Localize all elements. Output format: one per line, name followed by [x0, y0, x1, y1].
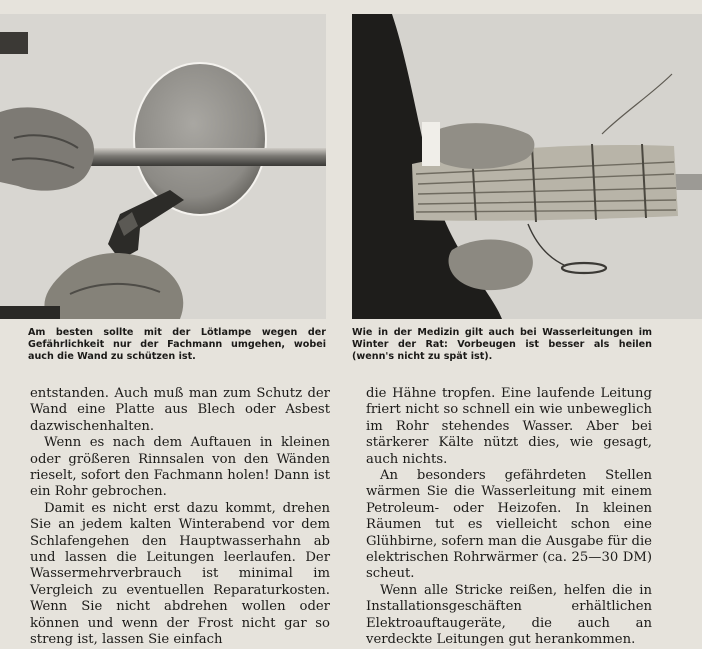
background-pipe [672, 174, 702, 190]
photo-caption-left: Am besten sollte mit der Lötlampe wegen der Gefährlichkeit nur der Fachmann umgehen, wobei auch die Wand zu schützen ist. [28, 327, 326, 362]
shield-disc [134, 63, 266, 215]
paragraph: entstanden. Auch muß man zum Schutz der Wand eine Platte aus Blech oder Asbest dazwischenhalten. [30, 386, 330, 434]
photo-caption-right: Wie in der Medizin gilt auch bei Wasserleitungen im Winter der Rat: Vorbeugen ist besser als heilen (wenn's nicht zu spät ist). [352, 327, 652, 362]
paragraph: An besonders gefährdeten Stellen wärmen Sie die Wasserleitung mit einem Petroleum- oder Heizofen. In kleinen Räumen tut es vielleicht schon eine Glühbirne, sofern man die Ausgabe für die elektrischen Rohrwärmer (ca. 25—30 DM) scheut. [366, 468, 652, 582]
photo-straw-insulation [352, 14, 702, 319]
photo-blowtorch [0, 14, 326, 319]
pipe [70, 148, 326, 166]
paragraph: Damit es nicht erst dazu kommt, drehen Sie an jedem kalten Winterabend vor dem Schlafengehen den Hauptwasserhahn ab und lassen die Leitungen leerlaufen. Der Wassermehrverbrauch ist minimal im Vergleich zu eventuellen Reparaturkosten. Wenn Sie nicht abdrehen wollen oder können und wenn der Frost nicht gar so streng ist, lassen Sie einfach [30, 500, 330, 648]
paragraph: Wenn alle Stricke reißen, helfen die in Installationsgeschäften erhältlichen Elektroauftaugeräte, die auch an verdeckte Leitungen gut herankommen. [366, 582, 652, 648]
paragraph: die Hähne tropfen. Eine laufende Leitung friert nicht so schnell ein wie unbeweglich im Rohr stehendes Wasser. Aber bei stärkerer Kälte nützt dies, wie gesagt, auch nichts. [366, 386, 652, 467]
text-column-right [366, 386, 652, 649]
text-column-left [30, 386, 330, 649]
paragraph: Wenn es nach dem Auftauen in kleinen oder größeren Rinnsalen von den Wänden rieselt, sofort den Fachmann holen! Dann ist ein Rohr gebrochen. [30, 435, 330, 500]
